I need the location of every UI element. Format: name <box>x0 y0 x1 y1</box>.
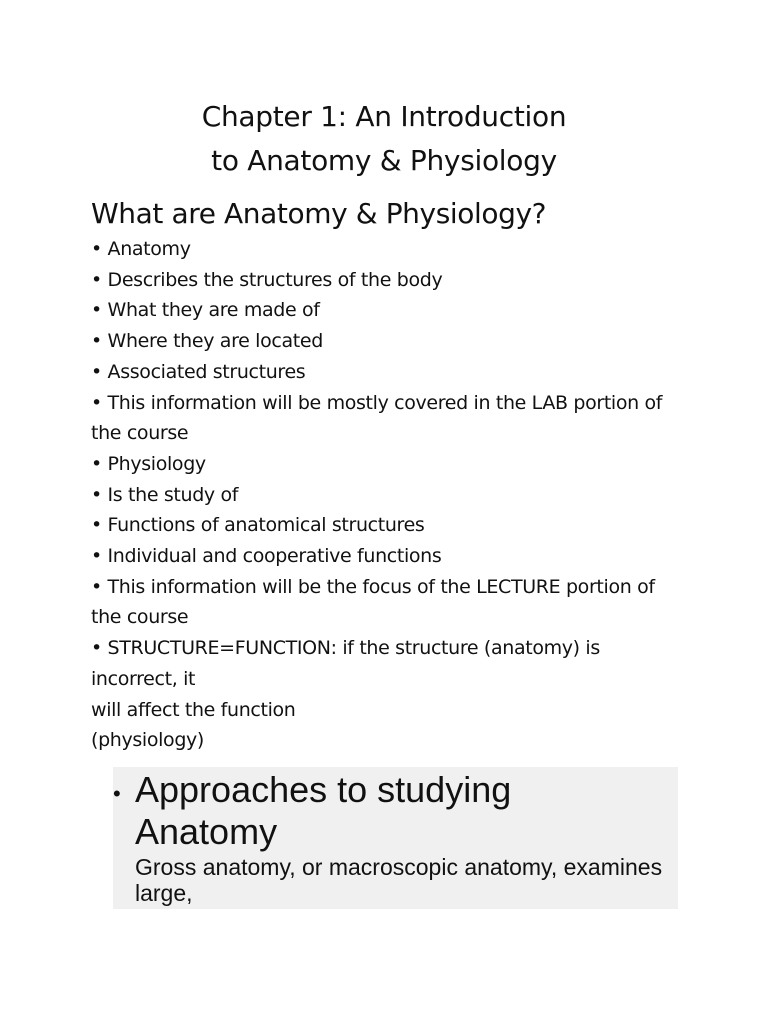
list-item-continuation: the course <box>91 606 189 629</box>
list-item: • STRUCTURE=FUNCTION: if the structure (anatomy) is <box>91 637 600 660</box>
list-item: • Associated structures <box>91 360 306 383</box>
list-item-continuation: incorrect, it <box>91 667 196 690</box>
callout-bullet: • <box>113 781 121 806</box>
callout-body-line-1: Gross anatomy, or macroscopic anatomy, examines <box>135 854 663 880</box>
callout-title-line-1: Approaches to studying <box>135 769 512 810</box>
list-item-continuation: (physiology) <box>91 729 204 752</box>
list-item: • Where they are located <box>91 330 323 353</box>
chapter-title-line-2: to Anatomy & Physiology <box>211 144 557 177</box>
list-item-continuation: the course <box>91 422 189 445</box>
list-item: • Describes the structures of the body <box>91 268 443 291</box>
list-item-continuation: will affect the function <box>91 698 296 721</box>
bullet-list <box>91 234 681 756</box>
callout-title <box>135 769 675 853</box>
callout-body <box>135 854 675 906</box>
list-item: • This information will be the focus of the LECTURE portion of <box>91 575 655 598</box>
list-item: • Individual and cooperative functions <box>91 545 442 568</box>
callout-body-line-2: large, <box>135 880 193 906</box>
chapter-title-line-1: Chapter 1: An Introduction <box>201 100 567 133</box>
chapter-title <box>0 95 768 183</box>
callout-title-line-2: Anatomy <box>135 811 278 852</box>
list-item: • This information will be mostly covered in the LAB portion of <box>91 391 663 414</box>
list-item: • Physiology <box>91 452 206 475</box>
list-item: • Is the study of <box>91 483 239 506</box>
approaches-callout-box <box>113 767 678 909</box>
list-item: • Functions of anatomical structures <box>91 514 425 537</box>
list-item: • Anatomy <box>91 238 191 260</box>
section-heading: What are Anatomy & Physiology? <box>91 197 547 230</box>
list-item: • What they are made of <box>91 299 320 322</box>
